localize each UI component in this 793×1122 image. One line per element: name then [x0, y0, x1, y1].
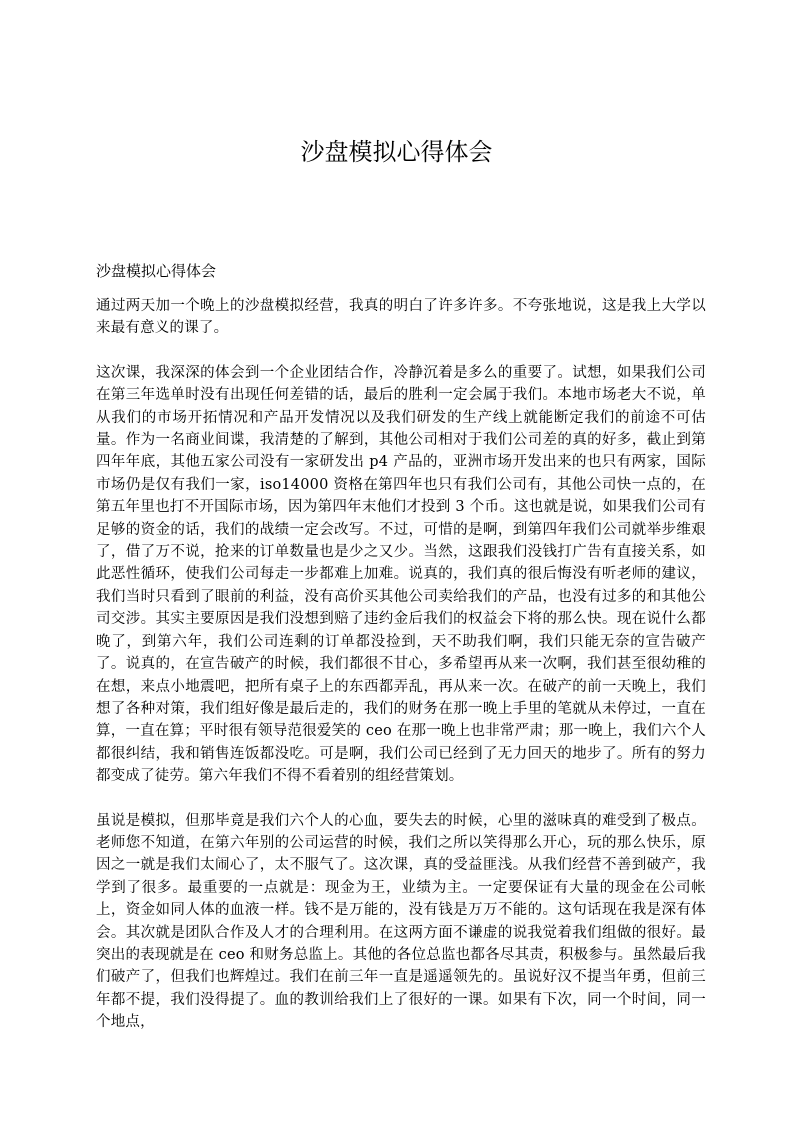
paragraph-3: 虽说是模拟，但那毕竟是我们六个人的心血，要失去的时候，心里的滋味真的难受到了极点。老师您不知道，在第六年别的公司运营的时候，我们之所以笑得那么开心，玩的那么快乐，原因之一就是我们太闹心了，太不服气了。这次课，真的受益匪浅。从我们经营不善到破产，我学到了很多。最重要的一点就是：现金为王，业绩为主。一定要保证有大量的现金在公司帐上，资金如同人体的血液一样。钱不是万能的，没有钱是万万不能的。这句话现在我是深有体会。其次就是团队合作及人才的合理利用。在这两方面不谦虚的说我觉着我们组做的很好。最突出的表现就是在 ceo 和财务总监上。其他的各位总监也都各尽其责，积极参与。虽然最后我们破产了，但我们也辉煌过。我们在前三年一直是遥遥领先的。虽说好汉不提当年勇，但前三年都不提，我们没得提了。血的教训给我们上了很好的一课。如果有下次，同一个时间，同一个地点， — [96, 812, 706, 1031]
document-title: 沙盘模拟心得体会 — [300, 138, 493, 166]
document-subtitle: 沙盘模拟心得体会 — [96, 262, 217, 280]
paragraph-2: 这次课，我深深的体会到一个企业团结合作，冷静沉着是多么的重要了。试想，如果我们公司在第三年选单时没有出现任何差错的话，最后的胜利一定会属于我们。本地市场老大不说，单从我们的市场开拓情况和产品开发情况以及我们研发的生产线上就能断定我们的前途不可估量。作为一名商业间谍，我清楚的了解到，其他公司相对于我们公司差的真的好多，截止到第四年年底，其他五家公司没有一家研发出 p4 产品的，亚洲市场开发出来的也只有两家，国际市场仍是仅有我们一家，iso14000 资格在第四年也只有我们公司有，其他公司快一点的，在第五年里也打不开国际市场，因为第四年末他们才投到 3 个币。这也就是说，如果我们公司有足够的资金的话，我们的战绩一定会改写。不过，可惜的是啊，到第四年我们公司就举步维艰了，借了万不说，抢来的订单数量也是少之又少。当然，这跟我们没钱打广告有直接关系，如此恶性循环，使我们公司每走一步都难上加难。说真的，我们真的很后悔没有听老师的建议，我们当时只看到了眼前的利益，没有高价买其他公司卖给我们的产品，也没有过多的和其他公司交涉。其实主要原因是我们没想到赔了违约金后我们的权益会下将的那么快。现在说什么都晚了，到第六年，我们公司连剩的订单都没捡到，天不助我们啊，我们只能无奈的宣告破产了。说真的，在宣告破产的时候，我们都很不甘心，多希望再从来一次啊，我们甚至很幼稚的在想，来点小地震吧，把所有桌子上的东西都弄乱，再从来一次。在破产的前一天晚上，我们想了各种对策，我们组好像是最后走的，我们的财务在那一晚上手里的笔就从未停过，一直在算，一直在算；平时很有领导范很爱笑的 ceo 在那一晚上也非常严肃；那一晚上，我们六个人都很纠结，我和销售连饭都没吃。可是啊，我们公司已经到了无力回天的地步了。所有的努力都变成了徒劳。第六年我们不得不看着别的组经营策划。 — [96, 364, 706, 785]
paragraph-1: 通过两天加一个晚上的沙盘模拟经营，我真的明白了许多许多。不夸张地说，这是我上大学以来最有意义的课了。 — [96, 298, 706, 337]
document-body — [96, 260, 706, 1056]
